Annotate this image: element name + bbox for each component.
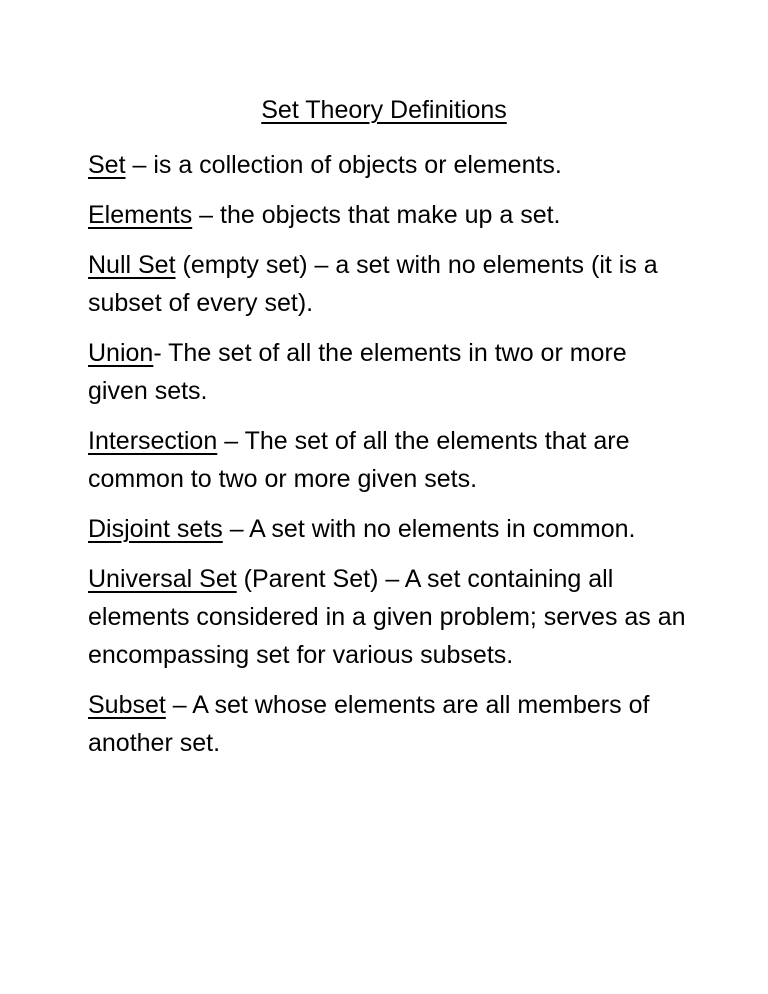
definition-text: – The set of all the elements that are common to two or more given sets. bbox=[88, 427, 630, 493]
definition-subset bbox=[88, 686, 688, 762]
definition-text: – the objects that make up a set. bbox=[192, 201, 561, 229]
definition-universal-set bbox=[88, 560, 688, 674]
definition-term: Union bbox=[88, 339, 154, 367]
definition-text: - The set of all the elements in two or more given sets. bbox=[88, 339, 627, 405]
definition-term: Set bbox=[88, 151, 126, 179]
definition-term: Intersection bbox=[88, 427, 218, 455]
definition-intersection bbox=[88, 422, 688, 498]
definition-term: Null Set bbox=[88, 251, 176, 279]
definition-text: – is a collection of objects or elements. bbox=[125, 151, 562, 179]
definition-union bbox=[88, 334, 688, 410]
definition-term: Universal Set bbox=[88, 565, 237, 593]
definitions-list bbox=[88, 146, 688, 774]
definition-null-set bbox=[88, 246, 688, 322]
definition-elements bbox=[88, 196, 688, 234]
definition-text: – A set whose elements are all members of another set. bbox=[88, 691, 650, 757]
definition-term: Elements bbox=[88, 201, 193, 229]
page-title-text: Set Theory Definitions bbox=[261, 96, 507, 124]
definition-set bbox=[88, 146, 688, 184]
definition-term: Subset bbox=[88, 691, 166, 719]
definition-disjoint-sets bbox=[88, 510, 688, 548]
definition-term: Disjoint sets bbox=[88, 515, 223, 543]
definition-text: (Parent Set) – A set containing all elements considered in a given problem; serves as an encompassing set for various subsets. bbox=[88, 565, 686, 669]
definition-text: (empty set) – a set with no elements (it is a subset of every set). bbox=[88, 251, 658, 317]
page-title bbox=[0, 92, 768, 128]
definition-text: – A set with no elements in common. bbox=[222, 515, 636, 543]
